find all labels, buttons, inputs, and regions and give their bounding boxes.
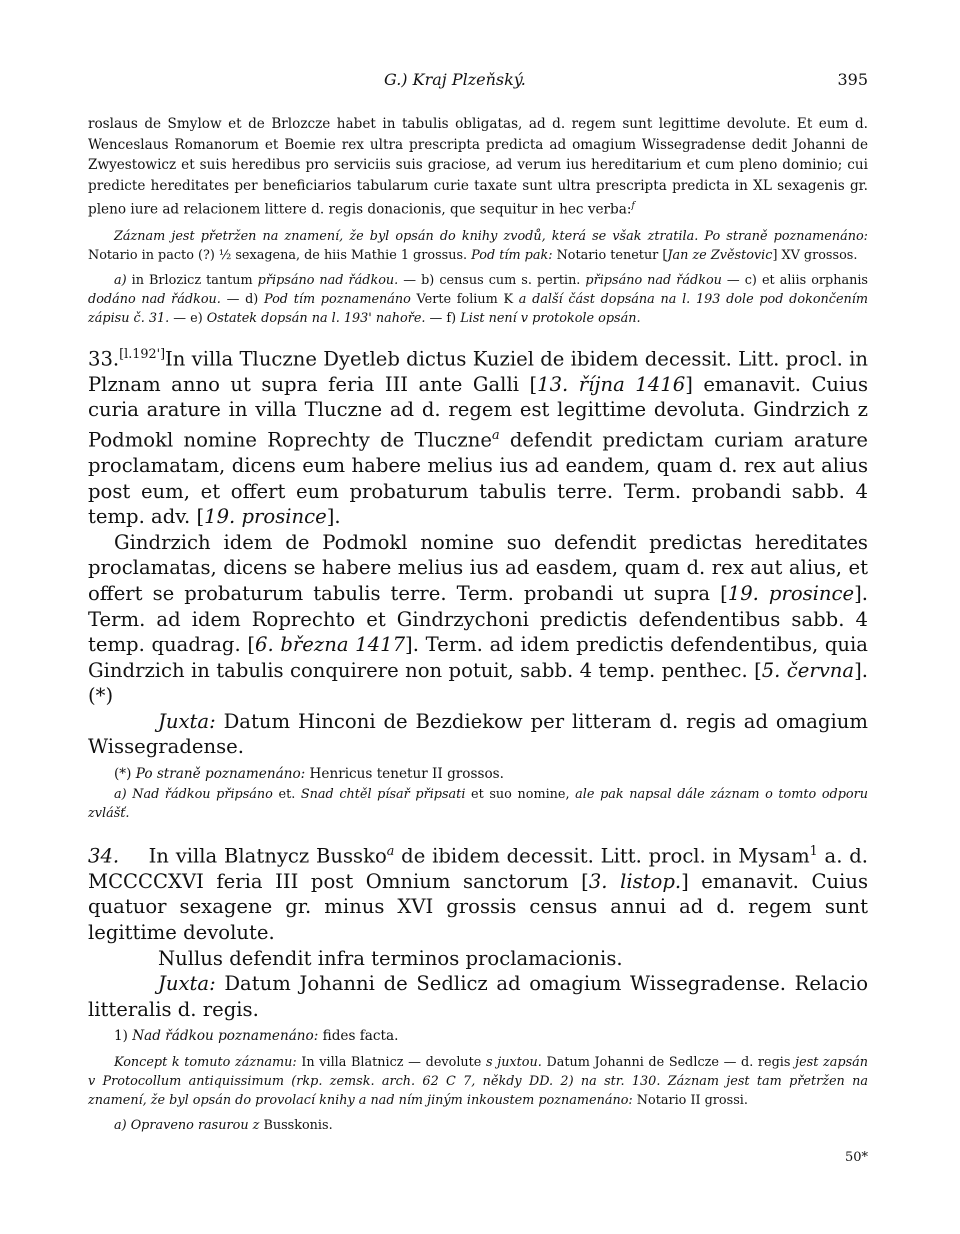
entry-text: Nullus defendit infra terminos proclamacionis. [158,946,623,970]
footnote-italic: s juxtou. [486,1054,542,1070]
footnote-italic: připsáno nad řádkou. [257,272,399,288]
footnote-text: census cum s. pertin. [434,272,586,288]
note-italic: Jan ze Zvěstovic [667,247,773,263]
entry-date: 19. prosince [727,581,855,605]
footnote-marker: a) [114,272,127,288]
footnote-marker: 1 [809,843,818,859]
note-text: ] XV grossos. [772,247,858,263]
entry-text: ] emanavit. Cuius quatuor sexagene gr. minus XVI grossis census annui ad d. regem sunt legittime devolute. [88,869,869,944]
footnote-marker: — c) [721,272,757,288]
footnote-text: et aliis orphanis [756,272,868,288]
juxta-label: Juxta: [158,709,216,733]
footnote-text: Busskonis. [259,1117,333,1133]
document-page [88,70,869,1165]
footnote-marker: a) [114,786,127,802]
footnote-italic: jest zapsán v Protocollum antiquissimum (rkp. zemsk. arch. 62 C 7, někdy DD. 2) na str. 130. Záznam jest tam přetržen na znamení, že byl opsán do provolací knihy a nad ním jiným inkoustem poznamenáno: [88,1054,869,1108]
running-head [88,70,868,100]
footnote-text: fides facta. [318,1028,399,1045]
entry-text: ] emanavit. Cuius curia arature in villa Tluczne ad d. regem est legittime devoluta. Gindrzich z Podmokl nomine Roprechty de Tluczne [88,372,868,452]
page-number: 395 [837,70,868,89]
footnote-text: Henricus tenetur II grossos. [305,766,504,783]
juxta-label: Juxta: [158,972,216,996]
footnote-record-note [88,227,868,265]
entry-text: de ibidem decessit. Litt. procl. in Mysam [394,844,810,868]
entry-date: 5. června [761,658,855,682]
entry-text: ]. Term. ad idem Roprechto et Gindrzychoni predictis defendentibus sabb. 4 temp. quadrag. [ [88,581,868,657]
entry-34-juxta [88,971,868,1022]
entry-text: a. d. MCCCCXVI feria III post Omnium sanctorum [ [88,844,869,893]
footnote-italic: Nad řádkou připsáno [126,786,273,802]
entry-text: defendit predictam curiam arature proclamatam, dicens eum habere melius ius ad eandem, quam d. rex aut alius post eum, et offert eum probaturum tabulis terre. Term. probandi sabb. 4 temp. adv. [ [88,428,868,529]
note-italic: Záznam jest přetržen na znamení, že byl opsán do knihy zvodů, která se však ztratila. Po straně poznamenáno: [114,228,868,244]
footnote-italic: Opraveno rasurou z [126,1117,260,1133]
entry-34-footnote-1 [88,1026,868,1047]
entry-34-concept-note [88,1053,868,1110]
entry-34-paragraph-1 [88,839,868,946]
footnote-text: In villa Blatnicz — devolute [296,1054,487,1070]
footnote-italic: Po straně poznamenáno: [135,766,306,783]
footnote-marker: a [386,843,395,859]
footnote-italic: Nad řádkou poznamenáno: [127,1028,319,1045]
footnote-marker: — b) [398,272,435,288]
entry-number: 33. [88,347,120,371]
signature-mark: 50* [844,1149,868,1165]
footnote-text: Notario II grossi. [632,1092,748,1108]
entry-34-paragraph-2 [88,946,868,972]
footnote-text: Verte folium K [410,291,519,307]
entry-text: ].(*) [88,658,868,708]
note-fraction: ½ [218,247,232,263]
folio-reference: [l.192'] [119,346,166,362]
header-title: G.) Kraj Plzeňský. [384,70,526,89]
footnote-text: et. [272,786,301,802]
footnote-italic: List není v protokole opsán. [456,310,641,326]
entry-text: In villa Tluczne Dyetleb dictus Kuziel de ibidem decessit. Litt. procl. in Plznam anno ut supra feria III ante Galli [ [88,347,868,396]
entry-34-footnote-a [88,1116,868,1135]
note-italic: Pod tím pak: [471,247,553,263]
top-paragraph-text: roslaus de Smylow et de Brlozcze habet in tabulis obligatas, ad d. regem sunt legittime devolute. Et eum d. Wenceslaus Romanorum et Boemie rex ultra prescripta predicta ad omagium Wissegradense dedit Johanni de Zwyestowicz et suis heredibus pro serviciis suis graciose, ad verum ius hereditarium et cum pleno dominio; cui predicte hereditates per beneficiarios tabularum curie taxate sunt ultra prescripta predicta in XL sexagenis gr. pleno iure ad relacionem littere d. regis donacionis, que sequitur in hec verba: [88,116,868,218]
footnotes-apparatus [88,271,868,328]
top-paragraph [88,114,868,221]
footnote-italic: dodáno nad řádkou. [88,291,221,307]
footnote-marker: — e) [169,310,203,326]
entry-date: 19. prosince [204,505,327,529]
entry-text: In villa Blatnycz Bussko [148,844,387,868]
footnote-marker: — f) [425,310,457,326]
note-text: Notario in pacto (?) [88,247,219,263]
entry-date: 3. listop. [588,869,682,893]
entry-date: 6. března 1417 [255,633,406,657]
juxta-text: Datum Hinconi de Bezdiekow per litteram d. regis ad omagium Wissegradense. [88,709,868,759]
footnote-marker: a) [114,1117,127,1133]
footnote-italic: připsáno nad řádkou [585,272,722,288]
entry-text: ]. Term. ad idem predictis defendentibus, quia Gindrzich in tabulis conquirere non potuit, sabb. 4 temp. penthec. [ [88,633,868,682]
footnote-italic: a další část dopsána na l. 193 dole pod dokončením zápisu č. 31. [88,291,868,326]
entry-33-star-note [88,764,868,785]
footnote-marker: (*) [114,766,136,783]
entry-date: 13. října 1416 [537,372,686,396]
entry-33-juxta [88,709,868,760]
footnote-marker: — d) [220,291,259,307]
footnote-text: in Brlozicz tantum [126,272,258,288]
note-text: sexagena, de hiis Mathie 1 grossus. [231,247,472,263]
footnote-italic: Snad chtěl písař připsati [300,786,466,802]
footnote-marker: f [631,201,635,212]
entry-33-footnote-a [88,785,868,823]
footnote-italic: Ostatek dopsán na l. 193' nahoře. [202,310,426,326]
footnote-text: et suo nomine, [465,786,576,802]
juxta-text: Datum Johanni de Sedlicz ad omagium Wissegradense. Relacio litteralis d. regis. [88,972,868,1021]
note-text: Notario tenetur [ [552,247,668,263]
footnote-italic: ale pak napsal dále záznam o tomto odporu zvlášť. [88,786,868,821]
footnote-marker: 1) [114,1028,128,1045]
entry-number: 34. [88,844,120,868]
footnote-italic: Pod tím poznamenáno [258,291,411,307]
entry-33 [88,342,868,823]
entry-33-paragraph-2 [88,530,868,709]
footnote-marker: a [491,427,500,443]
footnote-italic: Koncept k tomuto záznamu: [114,1054,297,1070]
entry-text: Gindrzich idem de Podmokl nomine suo defendit predictas hereditates proclamatas, dicens se habere melius ius ad easdem, quam d. rex aut alius, et offert se probaturum tabulis terre. Term. probandi ut supra [ [88,530,868,605]
entry-33-paragraph-1 [88,342,868,530]
entry-text: ]. [326,505,341,529]
footnote-text: Datum Johanni de Sedlcze — d. regis [541,1054,796,1070]
entry-34 [88,839,868,1135]
